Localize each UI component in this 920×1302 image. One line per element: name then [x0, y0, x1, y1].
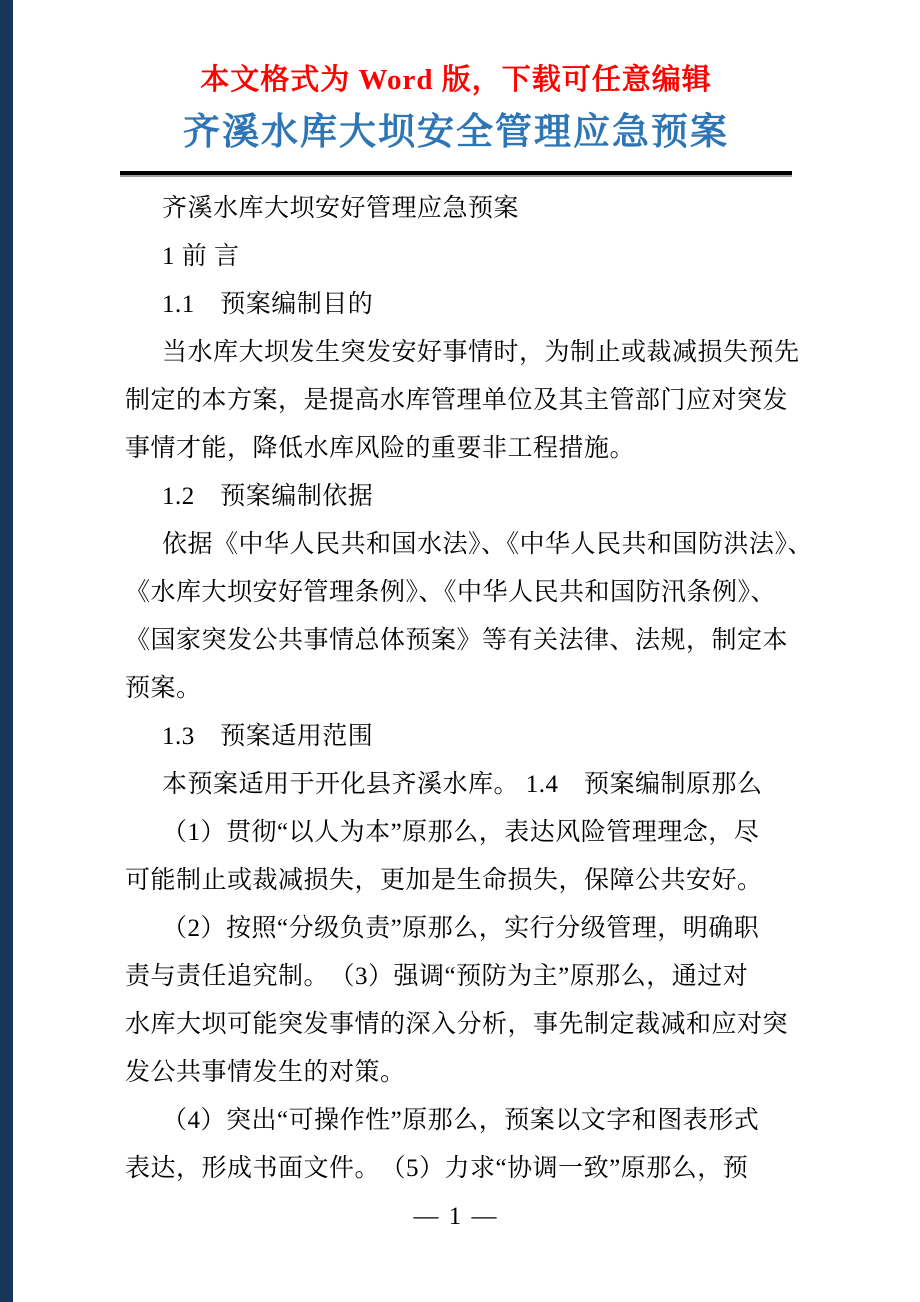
body-line: 制定的本方案，是提高水库管理单位及其主管部门应对突发 [125, 387, 789, 414]
body-line: 当水库大坝发生突发安好事情时，为制止或裁减损失预先 [162, 339, 800, 366]
body-line: 齐溪水库大坝安好管理应急预案 [162, 195, 520, 222]
page-left-border [0, 0, 13, 1302]
body-line: （4）突出“可操作性”原那么，预案以文字和图表形式 [162, 1107, 760, 1134]
body-line: （1）贯彻“以人为本”原那么，表达风险管理理念，尽 [162, 819, 760, 846]
body-line: 本预案适用于开化县齐溪水库。 1.4 预案编制原那么 [162, 771, 763, 798]
body-line: 可能制止或裁减损失，更加是生命损失，保障公共安好。 [125, 867, 763, 894]
body-line: 《水库大坝安好管理条例》、《中华人民共和国防汛条例》、 [125, 579, 777, 606]
document-page [120, 0, 814, 1241]
body-line: 1.2 预案编制依据 [162, 483, 374, 510]
body-line: 依据《中华人民共和国水法》、《中华人民共和国防洪法》、 [162, 531, 814, 558]
body-line: 表达，形成书面文件。 （5）力求“协调一致”原那么，预 [125, 1155, 749, 1182]
body-line: 发公共事情发生的对策。 [125, 1059, 406, 1086]
body-line: 预案。 [125, 675, 202, 702]
document-title: 齐溪水库大坝安全管理应急预案 [183, 112, 729, 153]
body-line: （2）按照“分级负责”原那么，实行分级管理，明确职 [162, 915, 760, 942]
format-notice: 本文格式为 Word 版，下载可任意编辑 [200, 64, 712, 96]
body-line: 1.3 预案适用范围 [162, 723, 374, 750]
body-line: 1 前 言 [162, 243, 240, 270]
document-body [120, 185, 814, 1193]
body-line: 1.1 预案编制目的 [162, 291, 374, 318]
title-divider [120, 171, 792, 177]
page-number: — 1 — [413, 1203, 499, 1230]
body-line: 水库大坝可能突发事情的深入分析，事先制定裁减和应对突 [125, 1011, 789, 1038]
body-line: 事情才能，降低水库风险的重要非工程措施。 [125, 435, 636, 462]
body-line: 责与责任追究制。 （3）强调“预防为主”原那么，通过对 [125, 963, 749, 990]
body-line: 《国家突发公共事情总体预案》等有关法律、法规，制定本 [125, 627, 789, 654]
